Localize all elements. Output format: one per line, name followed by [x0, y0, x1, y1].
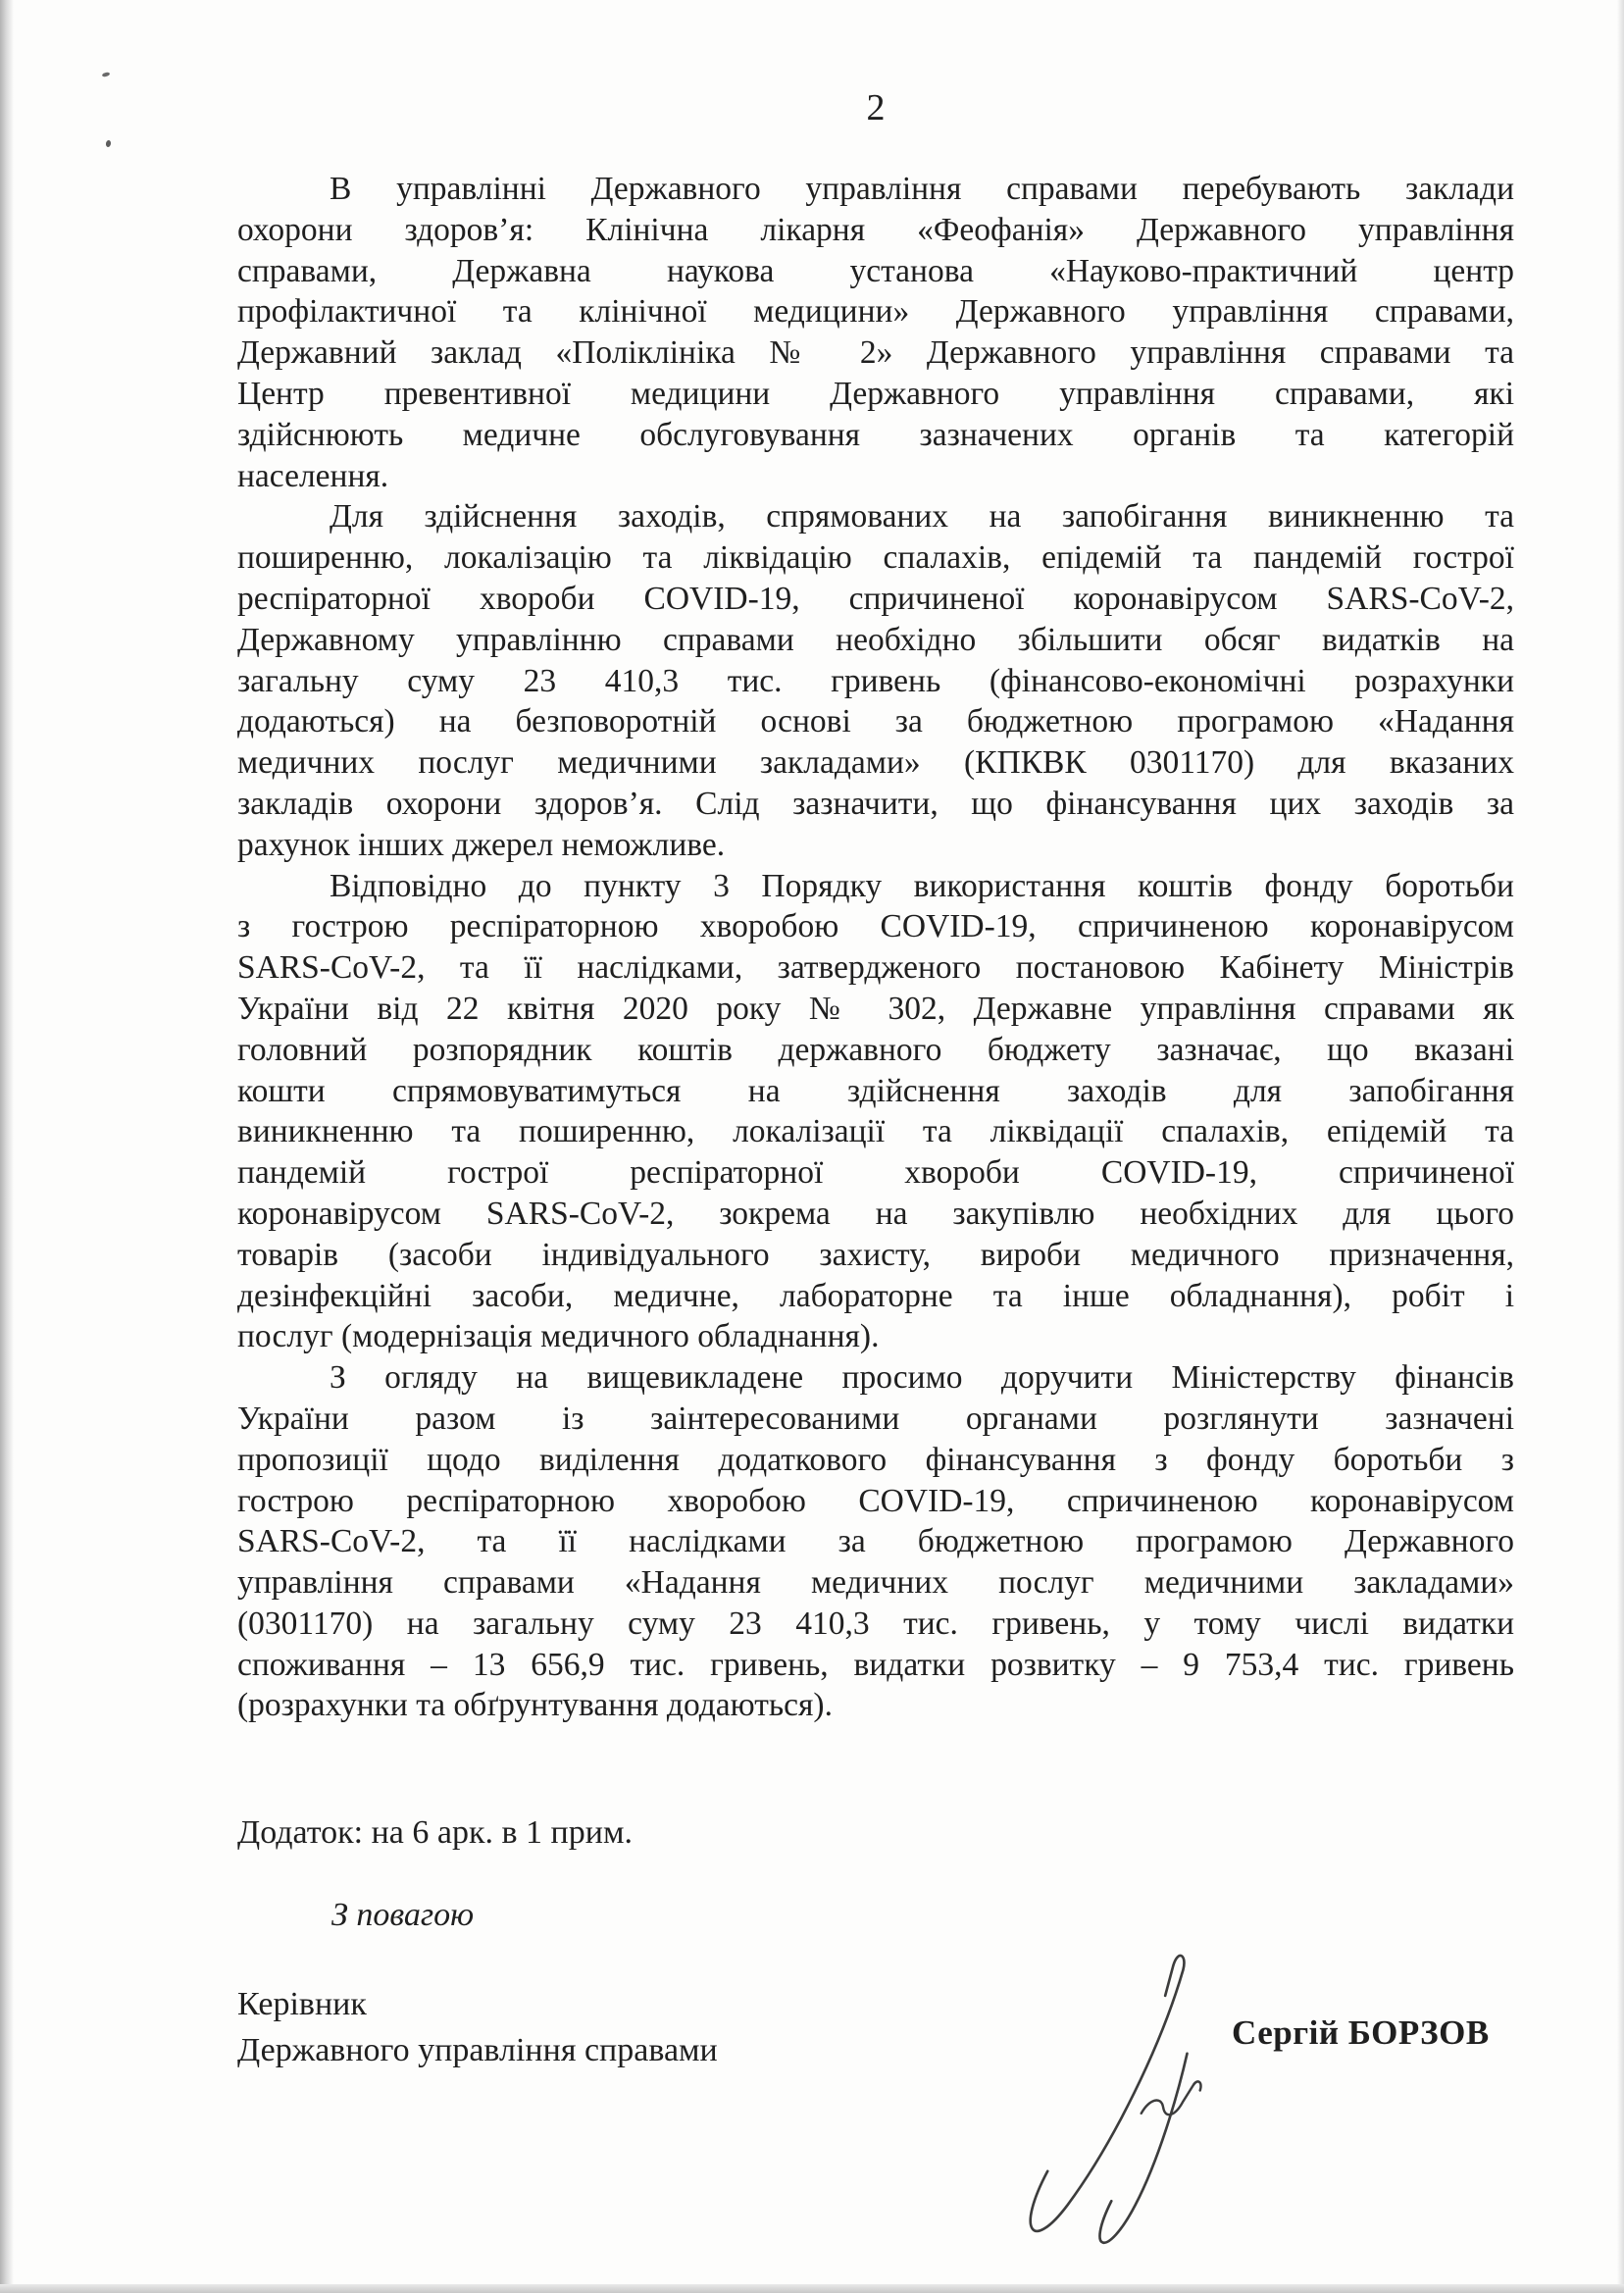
body-line: додаються) на безповоротній основі за бюджетною програмою «Надання	[237, 703, 1514, 740]
body-line: поширенню, локалізацію та ліквідацію спалахів, епідемій та пандемій гострої	[237, 539, 1514, 577]
signer-name: Сергій БОРЗОВ	[1232, 2013, 1490, 2052]
body-paragraphs	[237, 169, 1514, 1726]
scan-speck	[105, 140, 111, 148]
signer-title-line2: Державного управління справами	[237, 2032, 718, 2068]
body-line: (0301170) на загальну суму 23 410,3 тис. гривень, у тому числі видатки	[237, 1605, 1514, 1642]
scan-edge-left	[0, 0, 14, 2293]
scan-edge-right	[1617, 0, 1624, 2293]
paragraph	[237, 169, 1514, 496]
body-line: України від 22 квітня 2020 року № 302, Державне управління справами як	[237, 990, 1514, 1027]
body-line: гострою респіраторною хворобою COVID-19, спричиненою коронавірусом	[237, 1482, 1514, 1519]
body-line: кошти спрямовуватимуться на здійснення заходів для запобігання	[237, 1072, 1514, 1109]
scan-edge-bottom	[0, 2284, 1624, 2293]
body-line: здійснюють медичне обслуговування зазначених органів та категорій	[237, 416, 1514, 453]
body-line: SARS-CoV-2, та її наслідками, затвердженого постановою Кабінету Міністрів	[237, 949, 1514, 987]
signer-title	[237, 1981, 718, 2073]
paragraph	[237, 496, 1514, 865]
body-line: пропозиції щодо виділення додаткового фінансування з фонду боротьби з	[237, 1441, 1514, 1478]
body-line: головний розпорядник коштів державного бюджету зазначає, що вказані	[237, 1031, 1514, 1068]
body-line: медичних послуг медичними закладами» (КПКВК 0301170) для вказаних	[237, 744, 1514, 782]
body-line: коронавірусом SARS-CoV-2, зокрема на закупівлю необхідних для цього	[237, 1195, 1514, 1232]
body-line: загальну суму 23 410,3 тис. гривень (фінансово-економічні розрахунки	[237, 662, 1514, 699]
body-line: пандемій гострої респіраторної хвороби COVID-19, спричиненої	[237, 1154, 1514, 1192]
body-line: закладів охорони здоров’я. Слід зазначити, що фінансування цих заходів за	[237, 785, 1514, 822]
body-line: Державний заклад «Поліклініка № 2» Державного управління справами та	[237, 334, 1514, 372]
body-line: справами, Державна наукова установа «Науково-практичний центр	[237, 252, 1514, 289]
body-line: дезінфекційні засоби, медичне, лабораторне та інше обладнання), робіт і	[237, 1277, 1514, 1314]
body-line: з гострою респіраторною хворобою COVID-19, спричиненою коронавірусом	[237, 908, 1514, 945]
body-line: України разом із заінтересованими органами розглянути зазначені	[237, 1400, 1514, 1437]
handwritten-signature-icon	[995, 1940, 1255, 2249]
body-line: В управлінні Державного управління справами перебувають заклади	[330, 171, 1514, 207]
body-line: Центр превентивної медицини Державного управління справами, які	[237, 375, 1514, 412]
attachment-note: Додаток: на 6 арк. в 1 прим.	[237, 1814, 633, 1851]
body-line: Відповідно до пункту 3 Порядку використання коштів фонду боротьби	[330, 867, 1514, 904]
body-line: виникненню та поширенню, локалізації та ліквідації спалахів, епідемій та	[237, 1113, 1514, 1150]
body-line: товарів (засоби індивідуального захисту, вироби медичного призначення,	[237, 1236, 1514, 1273]
body-line: респіраторної хвороби COVID-19, спричиненої коронавірусом SARS-CoV-2,	[237, 580, 1514, 617]
body-line: рахунок інших джерел неможливе.	[237, 826, 726, 863]
body-line: профілактичної та клінічної медицини» Державного управління справами,	[237, 293, 1514, 331]
body-line: Для здійснення заходів, спрямованих на запобігання виникненню та	[330, 498, 1514, 535]
body-line: послуг (модернізація медичного обладнання).	[237, 1318, 880, 1355]
body-line: споживання – 13 656,9 тис. гривень, видатки розвитку – 9 753,4 тис. гривень	[237, 1646, 1514, 1683]
body-line: SARS-CoV-2, та її наслідками за бюджетною програмою Державного	[237, 1523, 1514, 1560]
body-line: охорони здоров’я: Клінічна лікарня «Феофанія» Державного управління	[237, 211, 1514, 248]
page-number: 2	[866, 87, 886, 128]
body-line: Державному управлінню справами необхідно збільшити обсяг видатків на	[237, 621, 1514, 658]
body-line: (розрахунки та обґрунтування додаються).	[237, 1687, 833, 1724]
signer-title-line1: Керівник	[237, 1986, 367, 2022]
body-line: З огляду на вищевикладене просимо доручити Міністерству фінансів	[330, 1359, 1514, 1397]
paragraph	[237, 866, 1514, 1358]
body-line: населення.	[237, 457, 389, 494]
body-line: управління справами «Надання медичних послуг медичними закладами»	[237, 1564, 1514, 1602]
scan-speck	[102, 72, 111, 77]
paragraph	[237, 1357, 1514, 1726]
closing-salutation: З повагою	[331, 1897, 475, 1933]
